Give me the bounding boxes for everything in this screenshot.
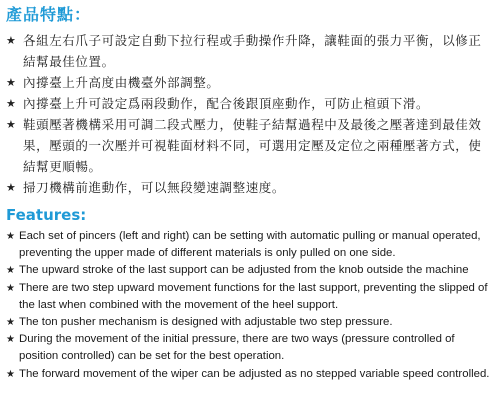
star-bullet-icon: ★ <box>6 368 15 380</box>
list-item <box>6 366 490 383</box>
list-item <box>6 93 490 114</box>
list-item <box>6 262 490 279</box>
list-item <box>6 114 490 177</box>
star-bullet-icon: ★ <box>6 181 17 194</box>
list-item <box>6 331 490 365</box>
chinese-features-heading: 產品特點： <box>6 5 92 24</box>
star-bullet-icon: ★ <box>6 231 15 242</box>
star-bullet-icon: ★ <box>6 317 15 329</box>
feature-text: The upward stroke of the last support can be adjusted from the knob outside the machine <box>19 264 469 277</box>
feature-text: There are two step upward movement functions for the last support, preventing the slipped of the last when combined with the movement of the heel support. <box>19 281 488 311</box>
star-bullet-icon: ★ <box>6 282 15 294</box>
feature-text: During the movement of the initial pressure, there are two ways (pressure controlled of position controlled) can be set for the best operation. <box>19 333 455 363</box>
list-item <box>6 30 490 72</box>
star-bullet-icon: ★ <box>6 265 15 277</box>
list-item <box>6 228 490 262</box>
feature-text: The forward movement of the wiper can be adjusted as no stepped variable speed controlled. <box>19 367 490 380</box>
star-bullet-icon: ★ <box>6 76 17 89</box>
feature-text: The ton pusher mechanism is designed with adjustable two step pressure. <box>19 316 393 329</box>
list-item <box>6 280 490 314</box>
english-features-heading: Features: <box>6 206 87 224</box>
feature-text: 掃刀機構前進動作，可以無段變速調整速度。 <box>23 180 286 195</box>
feature-text: 各組左右爪子可設定自動下拉行程或手動操作升降，讓鞋面的張力平衡，以修正結幫最佳位置。 <box>23 33 482 69</box>
chinese-features-section <box>6 4 490 198</box>
list-item <box>6 72 490 93</box>
star-bullet-icon: ★ <box>6 334 15 346</box>
chinese-features-list <box>6 30 490 198</box>
english-features-list <box>6 228 490 383</box>
star-bullet-icon: ★ <box>6 34 17 47</box>
feature-text: Each set of pincers (left and right) can be setting with automatic pulling or manual operated, preventing the upper made of different materials is only pulled on one side. <box>19 230 481 260</box>
feature-text: 鞋頭壓著機構采用可調二段式壓力，使鞋子結幫過程中及最後之壓著達到最佳效果，壓頭的一次壓并可視鞋面材料不同，可選用定壓及定位之兩種壓著方式，使結幫更順暢。 <box>23 117 482 174</box>
feature-text: 內撐臺上升高度由機臺外部調整。 <box>23 75 220 90</box>
star-bullet-icon: ★ <box>6 97 17 110</box>
list-item <box>6 177 490 198</box>
list-item <box>6 314 490 331</box>
feature-text: 內撐臺上升可設定爲兩段動作，配合後跟頂座動作，可防止楦頭下滑。 <box>23 96 430 111</box>
english-features-section <box>6 205 490 383</box>
star-bullet-icon: ★ <box>6 118 17 131</box>
